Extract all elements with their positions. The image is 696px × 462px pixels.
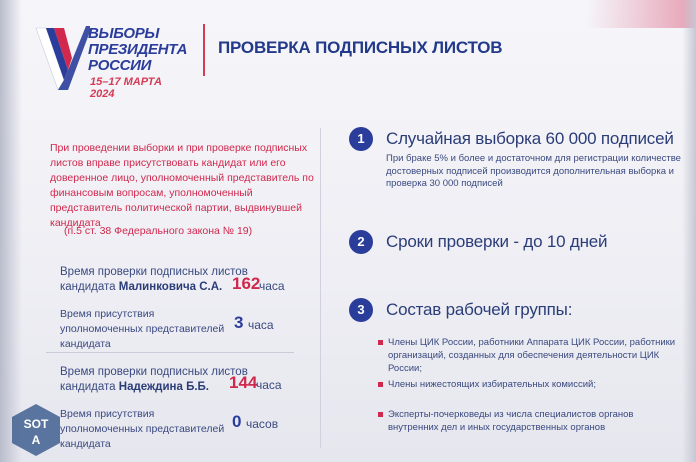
working-group-item: Члены ЦИК России, работники Аппарата ЦИК России, работники организаций, созданных для обеспечения деятельности ЦИК России; (388, 336, 678, 375)
law-reference: (п.5 ст. 38 Федерального закона № 19) (64, 225, 253, 237)
working-group-item: Члены нижестоящих избирательных комиссий; (388, 378, 678, 391)
logo-line-3: РОССИИ (88, 57, 152, 74)
logo-line-1: ВЫБОРЫ (88, 25, 160, 42)
candidate1-presence-value: 3 (234, 313, 244, 332)
section-3-title: Состав рабочей группы: (386, 300, 573, 319)
candidate1-presence-unit: часа (248, 318, 274, 332)
candidate2-check-unit: часа (256, 378, 282, 392)
section-1-title: Случайная выборка 60 000 подписей (386, 129, 674, 148)
candidate2-name: Надеждина Б.Б. (118, 381, 209, 393)
candidate2-presence-value: 0 (232, 412, 242, 431)
section-1-body: При браке 5% и более и достаточном для регистрации количестве достоверных подписей производится дополнительная выборка и проверка 30 000 подписей (386, 153, 681, 189)
section-1-number: 1 (349, 127, 373, 151)
sota-watermark-logo (8, 402, 64, 458)
candidate1-check-label: Время проверки подписных листов кандидата Малинковича С.А. (60, 266, 248, 293)
watermark-line-1: SOT (23, 417, 49, 431)
section-2-title: Сроки проверки - до 10 дней (386, 232, 608, 251)
candidate2-presence-label: Время присутствия уполномоченных представителей кандидата (60, 408, 225, 450)
candidate2-presence-unit: часов (246, 417, 279, 431)
candidate1-check-unit: часа (259, 279, 285, 293)
candidate2-check-value: 144 (229, 373, 258, 392)
header-divider (203, 24, 205, 76)
working-group-item: Эксперты-почерковеды из числа специалистов органов внутренних дел и иных государственных органов (388, 408, 678, 434)
section-3-number: 3 (349, 298, 373, 322)
section-divider (46, 352, 294, 353)
column-divider (320, 128, 321, 448)
section-2-number: 2 (349, 230, 373, 254)
candidate1-name: Малинковича С.А. (118, 281, 223, 293)
page-title: ПРОВЕРКА ПОДПИСНЫХ ЛИСТОВ (218, 38, 503, 57)
logo-line-2: ПРЕЗИДЕНТА (88, 41, 188, 58)
checkmark-v-icon (34, 24, 90, 90)
watermark-line-2: A (31, 433, 41, 447)
candidate1-presence-label: Время присутствия уполномоченных представителей кандидата (60, 308, 225, 350)
hexagon-icon (8, 402, 64, 458)
candidate2-check-label: Время проверки подписных листов кандидата Надеждина Б.Б. (60, 366, 248, 393)
elections-logo (34, 22, 188, 100)
candidate1-check-value: 162 (232, 274, 261, 293)
intro-text: При проведении выборки и при проверке подписных листов вправе присутствовать кандидат или его доверенное лицо, уполномоченный представитель по финансовым вопросам, уполномоченный представитель политической партии, выдвинувшей кандидата (50, 142, 314, 229)
logo-date: 15–17 МАРТА 2024 (90, 76, 162, 100)
